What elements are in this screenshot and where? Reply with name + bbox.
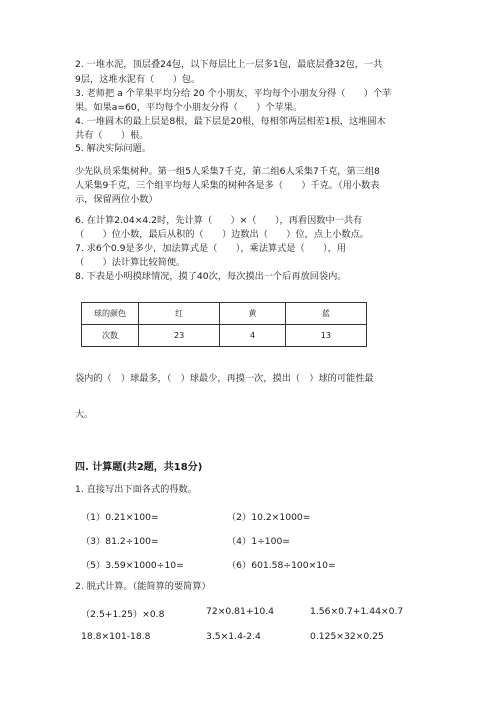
table-header-cell: 球的颜色 (82, 303, 139, 325)
question-3-line-2: 果。如果a=60，平均每个小朋友分得（ ）个苹果。 (75, 102, 303, 113)
calc-item: 0.125×32×0.25 (310, 631, 384, 642)
table-cell: 4 (220, 325, 285, 347)
calc-item: 1.56×0.7+1.44×0.7 (310, 606, 404, 617)
question-2-line-1: 2. 一堆水泥，顶层叠24包，以下每层比上一层多1包，最底层叠32包，一共 (75, 59, 383, 70)
question-6-line-1: 6. 在计算2.04×4.2时，先计算（ ）×（ ），再看因数中一共有 (75, 215, 363, 226)
calc-item: （2）10.2×1000= (227, 512, 311, 523)
table-cell: 13 (285, 325, 366, 347)
table-header-cell: 黄 (220, 303, 285, 325)
calc-item: 3.5×1.4-2.4 (206, 631, 261, 642)
question-5-line-1: 少先队员采集树种。第一组5人采集7千克，第二组6人采集7千克，第三组8 (75, 166, 380, 177)
question-5-heading: 5. 解决实际问题。 (75, 143, 151, 154)
question-2-line-2: 9层，这堆水泥有（ ）包。 (75, 74, 201, 85)
calc-item: （6）601.58÷100×10= (227, 560, 336, 571)
ball-color-table (81, 302, 367, 347)
calc-item: （5）3.59×1000÷10= (81, 560, 184, 571)
table-header-cell: 蓝 (285, 303, 366, 325)
calc-item: （3）81.2÷100= (81, 536, 159, 547)
question-4-line-1: 4. 一堆圆木的最上层是8根，最下层是20根，每相邻两层相差1根，这堆圆木 (75, 116, 386, 127)
table-row (82, 325, 367, 347)
calc-question-1: 1. 直接写出下面各式的得数。 (75, 484, 197, 495)
question-8-line-1: 8. 下表是小明摸球情况，摸了40次，每次摸出一个后再放回袋内。 (75, 271, 347, 282)
question-5-line-3: 示，保留两位小数） (75, 194, 158, 205)
calc-item: （2.5+1.25）×0.8 (81, 609, 165, 620)
calc-question-2: 2. 脱式计算。（能简算的要简算） (75, 581, 211, 592)
question-7-line-1: 7. 求6个0.9是多少，加法算式是（ ），乘法算式是（ ），用 (75, 243, 347, 254)
question-5-line-2: 人采集9千克，三个组平均每人采集的树种各是多（ ）千克。（用小数表 (75, 180, 380, 191)
calc-item: 18.8×101-18.8 (81, 631, 151, 642)
table-cell: 次数 (82, 325, 139, 347)
calc-item: （1）0.21×100= (81, 512, 159, 523)
table-header-cell: 红 (139, 303, 220, 325)
table-cell: 23 (139, 325, 220, 347)
question-8-answer-line-1: 袋内的（ ）球最多，（ ）球最少，再摸一次，摸出（ ）球的可能性最 (75, 373, 374, 384)
table-header-row (82, 303, 367, 325)
section-4-title: 四. 计算题(共2题，共18分) (75, 462, 203, 473)
calc-item: （4）1÷100= (227, 536, 290, 547)
question-6-line-2: （ ）位小数，最后从积的（ ）边数出（ ）位，点上小数点。 (75, 229, 369, 240)
question-8-answer-line-2: 大。 (75, 409, 94, 420)
calc-item: 72×0.81+10.4 (206, 606, 275, 617)
question-4-line-2: 共有（ ）根。 (75, 130, 149, 141)
question-3-line-1: 3. 老师把 a 个苹果平均分给 20 个小朋友，平均每个小朋友分得（ ）个苹 (75, 88, 392, 99)
question-7-line-2: （ ）法计算比较简便。 (75, 257, 186, 268)
